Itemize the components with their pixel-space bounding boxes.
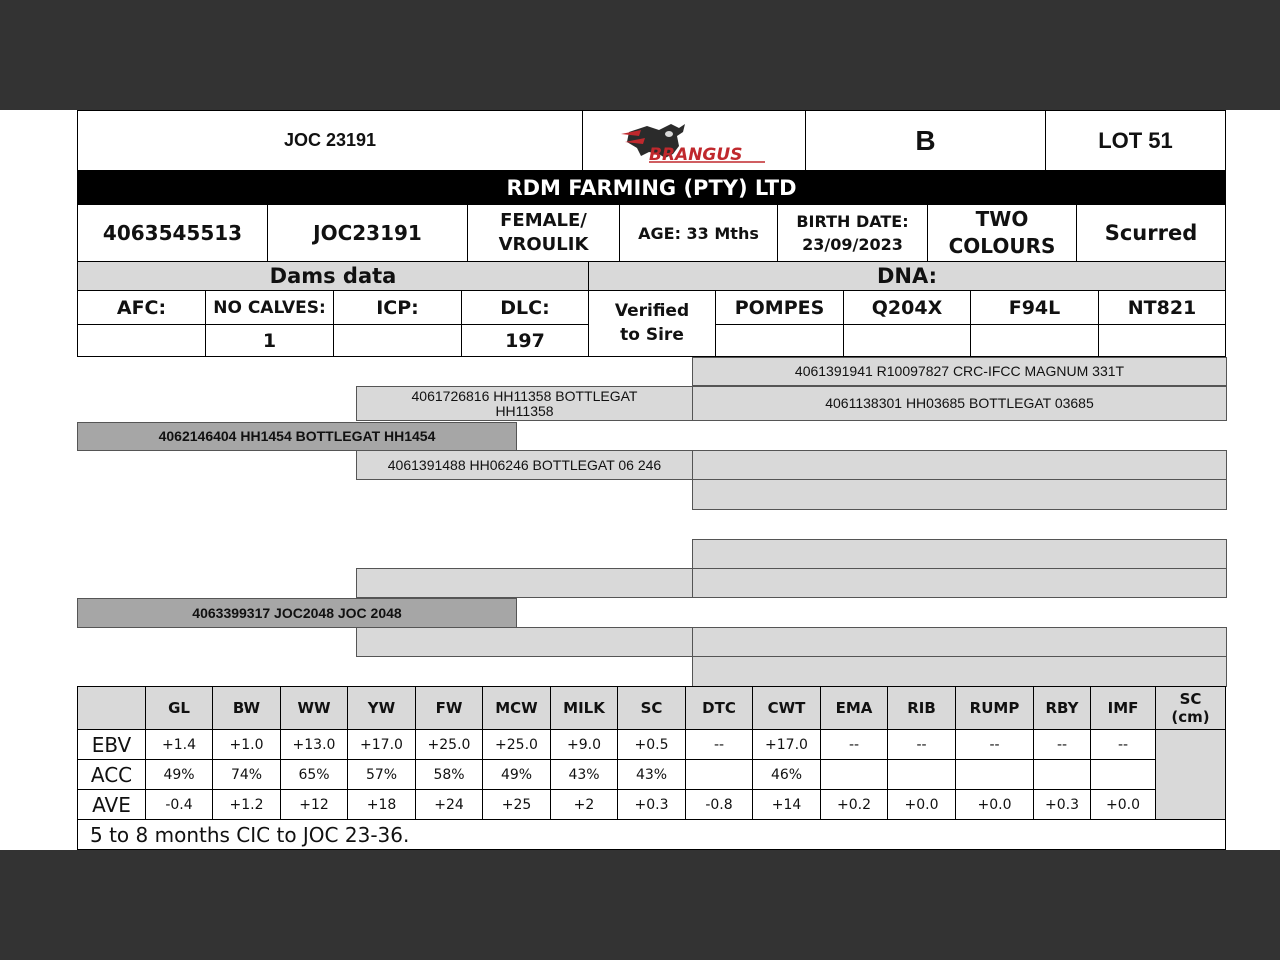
pedigree-sire-sire-sire: 4061391941 R10097827 CRC-IFCC MAGNUM 331T xyxy=(692,357,1227,386)
row-label-acc: ACC xyxy=(78,760,146,790)
ebv-dtc: -- xyxy=(686,730,753,760)
birth-date: 23/09/2023 xyxy=(802,235,903,254)
acc-row xyxy=(78,760,1226,790)
acc-milk: 43% xyxy=(551,760,618,790)
acc-rump xyxy=(956,760,1034,790)
acc-mcw: 49% xyxy=(483,760,551,790)
pedigree-sire-sire-dam: 4061138301 HH03685 BOTTLEGAT 03685 xyxy=(692,386,1227,421)
ebv-rib: -- xyxy=(888,730,956,760)
ave-yw: +18 xyxy=(348,790,416,820)
pedigree-dam-sire xyxy=(356,568,693,598)
ebv-sc: +0.5 xyxy=(618,730,686,760)
sex: FEMALE/ VROULIK xyxy=(467,204,620,262)
registration-number: 4063545513 xyxy=(77,204,268,262)
ave-rump: +0.0 xyxy=(956,790,1034,820)
acc-bw: 74% xyxy=(213,760,281,790)
ave-ww: +12 xyxy=(281,790,348,820)
pedigree-dam-dam xyxy=(356,627,693,657)
sc-cm-value xyxy=(1156,730,1226,820)
grade: B xyxy=(805,110,1046,171)
dams-data-title: Dams data xyxy=(77,261,589,291)
owner-banner: RDM FARMING (PTY) LTD xyxy=(77,171,1226,204)
col-ww: WW xyxy=(281,687,348,730)
col-mcw: MCW xyxy=(483,687,551,730)
dna-pompes-header: POMPES xyxy=(715,290,844,325)
col-yw: YW xyxy=(348,687,416,730)
col-milk: MILK xyxy=(551,687,618,730)
acc-ema xyxy=(821,760,888,790)
brangus-logo xyxy=(582,110,806,171)
ave-mcw: +25 xyxy=(483,790,551,820)
ebv-milk: +9.0 xyxy=(551,730,618,760)
ave-imf: +0.0 xyxy=(1091,790,1156,820)
ebv-mcw: +25.0 xyxy=(483,730,551,760)
dna-pompes-value xyxy=(715,324,844,357)
comment: 5 to 8 months CIC to JOC 23-36. xyxy=(77,819,1226,850)
ave-rib: +0.0 xyxy=(888,790,956,820)
row-label-ebv: EBV xyxy=(78,730,146,760)
col-bw: BW xyxy=(213,687,281,730)
ebv-row xyxy=(78,730,1226,760)
col-imf: IMF xyxy=(1091,687,1156,730)
ebv-ema: -- xyxy=(821,730,888,760)
dna-nt821-header: NT821 xyxy=(1098,290,1226,325)
col-gl: GL xyxy=(146,687,213,730)
pedigree-dam-sire-dam xyxy=(692,568,1227,598)
ebv-yw: +17.0 xyxy=(348,730,416,760)
col-rby: RBY xyxy=(1034,687,1091,730)
pedigree-sire-dam-sire xyxy=(692,450,1227,480)
ebv-imf: -- xyxy=(1091,730,1156,760)
pedigree-dam-dam-sire xyxy=(692,627,1227,657)
acc-rby xyxy=(1034,760,1091,790)
col-ema: EMA xyxy=(821,687,888,730)
ave-cwt: +14 xyxy=(753,790,821,820)
dna-f94l-header: F94L xyxy=(970,290,1099,325)
ebv-fw: +25.0 xyxy=(416,730,483,760)
ebv-corner xyxy=(78,687,146,730)
ave-bw: +1.2 xyxy=(213,790,281,820)
ebv-rby: -- xyxy=(1034,730,1091,760)
afc-value xyxy=(77,324,206,357)
col-sc-cm: SC (cm) xyxy=(1156,687,1226,730)
acc-imf xyxy=(1091,760,1156,790)
birth-date-cell xyxy=(777,204,928,262)
dna-title: DNA: xyxy=(588,261,1226,291)
acc-sc: 43% xyxy=(618,760,686,790)
ave-sc: +0.3 xyxy=(618,790,686,820)
pedigree-sire-dam-dam xyxy=(692,479,1227,510)
ave-gl: -0.4 xyxy=(146,790,213,820)
col-rib: RIB xyxy=(888,687,956,730)
pedigree-sire-sire: 4061726816 HH11358 BOTTLEGAT HH11358 xyxy=(356,386,693,421)
ebv-gl: +1.4 xyxy=(146,730,213,760)
dna-nt821-value xyxy=(1098,324,1226,357)
icp-value xyxy=(333,324,462,357)
verified-to-sire: Verified to Sire xyxy=(588,290,716,357)
pedigree-dam-sire-sire xyxy=(692,539,1227,569)
ebv-bw: +1.0 xyxy=(213,730,281,760)
col-rump: RUMP xyxy=(956,687,1034,730)
pedigree-dam: 4063399317 JOC2048 JOC 2048 xyxy=(77,598,517,628)
dna-f94l-value xyxy=(970,324,1099,357)
ave-milk: +2 xyxy=(551,790,618,820)
acc-fw: 58% xyxy=(416,760,483,790)
icp-header: ICP: xyxy=(333,290,462,325)
dna-q204x-value xyxy=(843,324,971,357)
horn-status: Scurred xyxy=(1076,204,1226,262)
ave-fw: +24 xyxy=(416,790,483,820)
logo-wordmark: BRANGUS xyxy=(649,144,743,164)
afc-header: AFC: xyxy=(77,290,206,325)
col-sc: SC xyxy=(618,687,686,730)
no-calves-value: 1 xyxy=(205,324,334,357)
acc-yw: 57% xyxy=(348,760,416,790)
acc-dtc xyxy=(686,760,753,790)
animal-id: JOC 23191 xyxy=(77,110,583,171)
colour: TWO COLOURS xyxy=(927,204,1077,262)
pedigree-dam-dam-dam xyxy=(692,656,1227,687)
acc-gl: 49% xyxy=(146,760,213,790)
acc-rib xyxy=(888,760,956,790)
dlc-header: DLC: xyxy=(461,290,589,325)
row-label-ave: AVE xyxy=(78,790,146,820)
lot-sheet xyxy=(0,110,1280,850)
ebv-cwt: +17.0 xyxy=(753,730,821,760)
ebv-header-row xyxy=(78,687,1226,730)
ebv-rump: -- xyxy=(956,730,1034,760)
col-dtc: DTC xyxy=(686,687,753,730)
dlc-value: 197 xyxy=(461,324,589,357)
ebv-table xyxy=(77,686,1226,820)
ave-row xyxy=(78,790,1226,820)
bull-head-icon xyxy=(619,118,769,164)
ave-rby: +0.3 xyxy=(1034,790,1091,820)
lot-number: LOT 51 xyxy=(1045,110,1226,171)
age: AGE: 33 Mths xyxy=(619,204,778,262)
col-cwt: CWT xyxy=(753,687,821,730)
acc-cwt: 46% xyxy=(753,760,821,790)
birth-date-label: BIRTH DATE: xyxy=(796,211,909,231)
dna-q204x-header: Q204X xyxy=(843,290,971,325)
acc-ww: 65% xyxy=(281,760,348,790)
ave-ema: +0.2 xyxy=(821,790,888,820)
tag-number: JOC23191 xyxy=(267,204,468,262)
no-calves-header: NO CALVES: xyxy=(205,290,334,325)
pedigree-sire: 4062146404 HH1454 BOTTLEGAT HH1454 xyxy=(77,422,517,451)
ave-dtc: -0.8 xyxy=(686,790,753,820)
ebv-ww: +13.0 xyxy=(281,730,348,760)
col-fw: FW xyxy=(416,687,483,730)
pedigree-sire-dam: 4061391488 HH06246 BOTTLEGAT 06 246 xyxy=(356,450,693,480)
